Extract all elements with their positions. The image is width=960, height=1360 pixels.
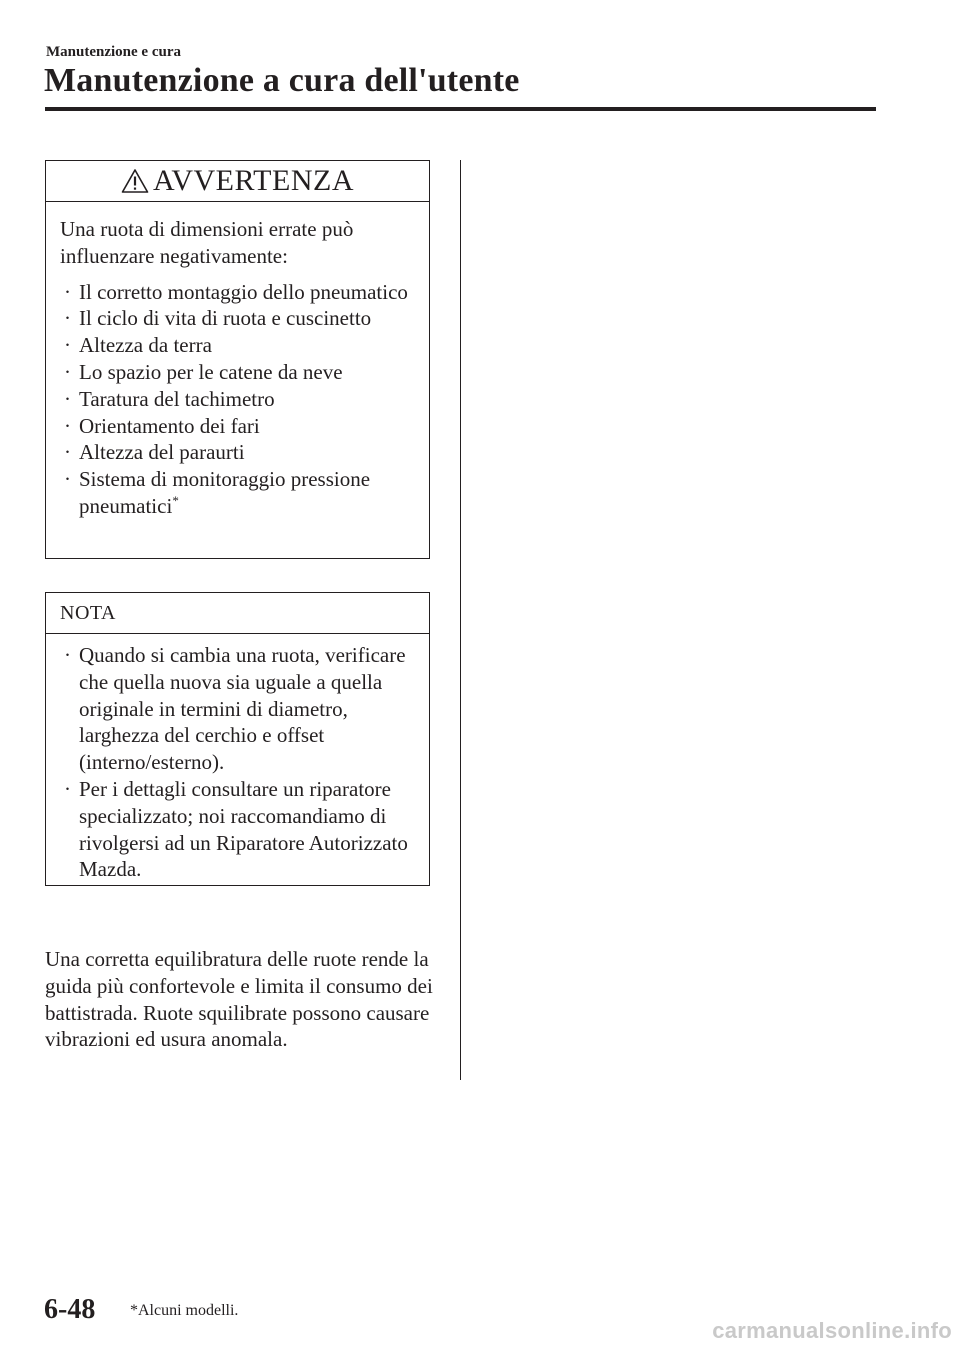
warning-header [46,161,429,202]
title-rule [45,107,876,111]
list-item: · Orientamento dei fari [64,413,260,438]
body-paragraph: Una corretta equilibratura delle ruote rende la guida più confortevole e limita il consumo dei battistrada. Ruote squilibrate possono causare vibrazioni ed usura anomala. [45,947,433,1052]
warning-title: AVVERTENZA [153,164,354,197]
bullet-dot: · [64,467,71,492]
list-item: · Per i dettagli consultare un riparatore specializzato; noi raccomandiamo di rivolgersi ad un Riparatore Autorizzato Mazda. [64,776,408,882]
warning-triangle-icon [121,168,149,194]
list-item: · Lo spazio per le catene da neve [64,359,343,384]
list-item: · Quando si cambia una ruota, verificare che quella nuova sia uguale a quella originale in termini di diametro, larghezza del cerchio e offset (interno/esterno). [64,643,406,775]
list-item: · Altezza da terra [64,333,212,358]
note-body [46,634,429,883]
watermark: carmanualsonline.info [712,1318,952,1343]
section-label: Manutenzione e cura [46,44,181,60]
list-item: · Sistema di monitoraggio pressione pneumatici* [64,467,371,518]
bullet-dot: · [64,776,71,801]
note-title: NOTA [60,601,116,624]
page-title: Manutenzione a cura dell'utente [44,62,520,99]
warning-intro: Una ruota di dimensioni errate può influenzare negativamente: [60,217,354,268]
bullet-dot: · [64,386,71,411]
bullet-dot: · [64,440,71,465]
list-item: · Il ciclo di vita di ruota e cuscinetto [64,306,372,331]
bullet-dot: · [64,279,71,304]
bullet-dot: · [64,643,71,667]
warning-body [46,202,429,520]
bullet-dot: · [64,413,71,438]
bullet-dot: · [64,306,71,331]
bullet-dot: · [64,359,71,384]
bullet-dot: · [64,333,71,358]
list-item: · Altezza del paraurti [64,440,245,465]
note-list [60,642,415,883]
page-number: 6-48 [44,1294,96,1325]
note-header [46,593,429,634]
warning-box [45,160,430,559]
list-item: · Il corretto montaggio dello pneumatico [64,279,408,304]
warning-list [60,279,415,520]
note-box [45,592,430,886]
asterisk-marker: * [172,492,179,508]
column-divider [460,160,461,1080]
footnote: *Alcuni modelli. [130,1302,239,1319]
list-item: · Taratura del tachimetro [64,386,275,411]
